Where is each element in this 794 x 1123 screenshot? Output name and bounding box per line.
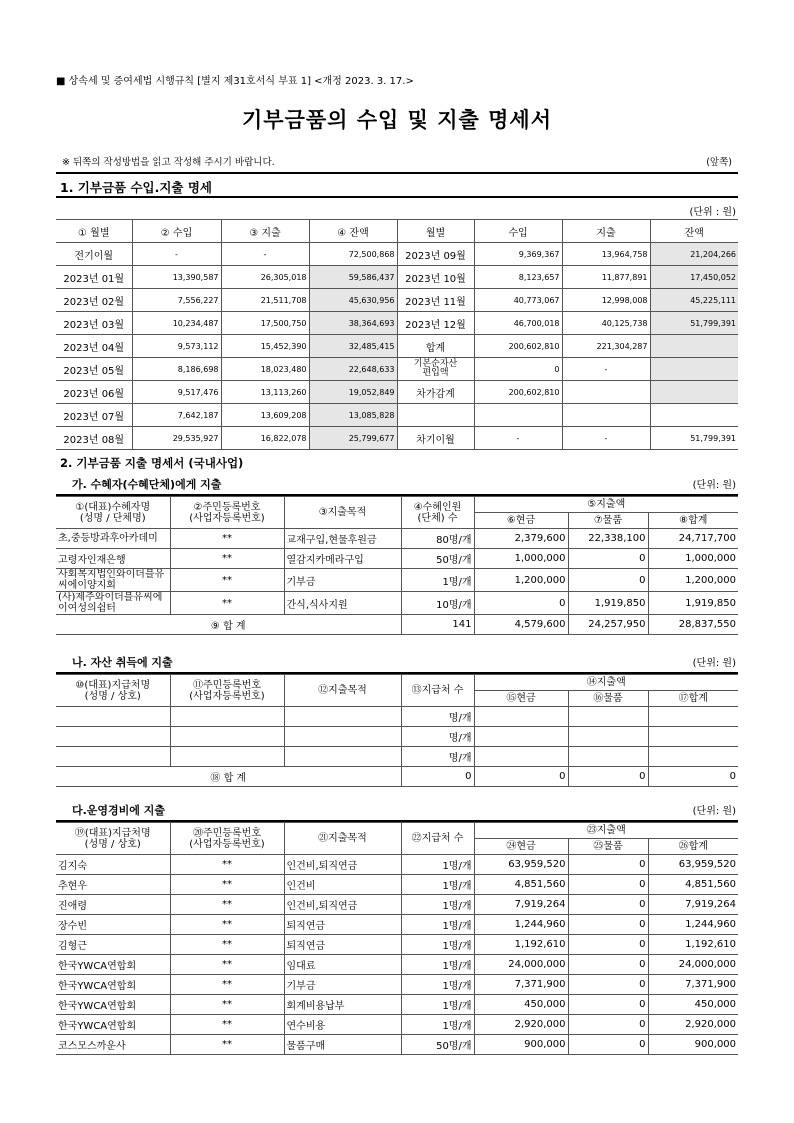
id-cell: ** xyxy=(170,1035,284,1055)
count-cell: 명/개 xyxy=(401,707,474,727)
purpose-cell: 퇴직연금 xyxy=(284,915,401,935)
table-row xyxy=(56,243,738,266)
amount-cell: 51,799,391 xyxy=(650,427,738,450)
amount-cell: 21,204,266 xyxy=(650,243,738,266)
purpose-cell: 인건비,퇴직연금 xyxy=(284,895,401,915)
asset-expense-table xyxy=(56,674,738,787)
count-cell: 명/개 xyxy=(401,727,474,747)
table-row xyxy=(56,895,738,915)
amount-cell: 38,364,693 xyxy=(309,312,397,335)
cash-cell: 24,000,000 xyxy=(474,955,568,975)
table-row xyxy=(56,747,738,767)
name-cell: 한국YWCA연합회 xyxy=(56,995,170,1015)
amount-cell xyxy=(568,747,648,767)
subsection-a-title: 가. 수혜자(수혜단체)에게 지출 xyxy=(72,478,222,491)
goods-cell: 0 xyxy=(568,955,648,975)
column-header: ⑥현금 xyxy=(474,513,568,529)
table-row xyxy=(56,427,738,450)
table-row xyxy=(56,875,738,895)
section1-unit: (단위 : 원) xyxy=(689,207,736,218)
amount-cell: 200,602,810 xyxy=(474,381,562,404)
id-cell: ** xyxy=(170,549,284,569)
table-row xyxy=(56,727,738,747)
total-row xyxy=(56,615,738,635)
cash-cell: 63,959,520 xyxy=(474,855,568,875)
goods-cell: 0 xyxy=(568,875,648,895)
id-cell: ** xyxy=(170,529,284,549)
column-header: ㉕물품 xyxy=(568,839,648,855)
cash-cell: 450,000 xyxy=(474,995,568,1015)
amount-cell: 17,450,052 xyxy=(650,266,738,289)
total-cell: 450,000 xyxy=(648,995,738,1015)
goods-cell: 1,919,850 xyxy=(568,592,648,615)
amount-cell xyxy=(568,707,648,727)
form-reference: ■ 상속세 및 증여세법 시행규칙 [별지 제31호서식 부표 1] <개정 2023. 3. 17.> xyxy=(56,76,414,87)
column-header: ⑪주민등록번호 (사업자등록번호) xyxy=(170,675,284,707)
amount-cell: 7,642,187 xyxy=(132,404,221,427)
table-row xyxy=(56,995,738,1015)
goods-cell: 0 xyxy=(568,569,648,592)
column-header: 수입 xyxy=(474,220,562,243)
id-cell: ** xyxy=(170,915,284,935)
total-cell: 24,000,000 xyxy=(648,955,738,975)
id-cell: ** xyxy=(170,592,284,615)
name-cell: 추현우 xyxy=(56,875,170,895)
cash-cell: 1,200,000 xyxy=(474,569,568,592)
total-cell: 1,192,610 xyxy=(648,935,738,955)
month-cell: 합계 xyxy=(397,335,474,358)
count-cell: 명/개 xyxy=(401,747,474,767)
amount-cell: 46,700,018 xyxy=(474,312,562,335)
amount-cell xyxy=(650,404,738,427)
amount-cell: 8,186,698 xyxy=(132,358,221,381)
amount-cell: - xyxy=(221,243,309,266)
total-cell: 1,000,000 xyxy=(648,549,738,569)
month-cell: 기본순자산 편입액 xyxy=(397,358,474,381)
cash-cell: 2,379,600 xyxy=(474,529,568,549)
id-cell xyxy=(170,747,284,767)
total-label: ⑨ 합 계 xyxy=(56,615,401,635)
table-row xyxy=(56,855,738,875)
total-cell: 63,959,520 xyxy=(648,855,738,875)
column-header: ⑤지출액 xyxy=(474,497,738,513)
id-cell: ** xyxy=(170,569,284,592)
goods-cell: 0 xyxy=(568,995,648,1015)
amount-cell xyxy=(562,404,650,427)
name-cell xyxy=(56,707,170,727)
purpose-cell: 인건비 xyxy=(284,875,401,895)
purpose-cell xyxy=(284,727,401,747)
purpose-cell xyxy=(284,747,401,767)
name-cell: (사)제주와이더블유씨에이여성의쉼터 xyxy=(56,592,170,615)
column-header: ①(대표)수혜자명 (성명 / 단체명) xyxy=(56,497,170,529)
subsection-c-title: 다.운영경비에 지출 xyxy=(72,804,166,817)
cash-cell: 0 xyxy=(474,592,568,615)
column-header: ㉓지출액 xyxy=(474,823,738,839)
total-sum: 0 xyxy=(648,767,738,787)
amount-cell: 13,085,828 xyxy=(309,404,397,427)
total-count: 141 xyxy=(401,615,474,635)
month-cell: 2023년 10월 xyxy=(397,266,474,289)
amount-cell xyxy=(474,404,562,427)
month-cell: 2023년 07월 xyxy=(56,404,132,427)
name-cell: 한국YWCA연합회 xyxy=(56,975,170,995)
table-row xyxy=(56,358,738,381)
column-header: ④수혜인원 (단체) 수 xyxy=(401,497,474,529)
name-cell: 한국YWCA연합회 xyxy=(56,955,170,975)
subsection-a-unit: (단위: 원) xyxy=(692,480,736,491)
table-row xyxy=(56,404,738,427)
purpose-cell: 기부금 xyxy=(284,975,401,995)
id-cell: ** xyxy=(170,895,284,915)
column-header: ㉖합계 xyxy=(648,839,738,855)
column-header: ㉔현금 xyxy=(474,839,568,855)
income-expense-table xyxy=(56,219,738,450)
amount-cell: 51,799,391 xyxy=(650,312,738,335)
column-header: ㉒지급처 수 xyxy=(401,823,474,855)
table-row xyxy=(56,289,738,312)
table-row xyxy=(56,381,738,404)
count-cell: 1명/개 xyxy=(401,1015,474,1035)
id-cell: ** xyxy=(170,935,284,955)
side-label: (앞쪽) xyxy=(706,157,732,168)
id-cell xyxy=(170,727,284,747)
goods-cell: 0 xyxy=(568,549,648,569)
id-cell: ** xyxy=(170,875,284,895)
amount-cell xyxy=(648,727,738,747)
count-cell: 1명/개 xyxy=(401,915,474,935)
goods-cell: 22,338,100 xyxy=(568,529,648,549)
month-cell: 2023년 11월 xyxy=(397,289,474,312)
column-header: ⑯물품 xyxy=(568,691,648,707)
column-header: ⑧합계 xyxy=(648,513,738,529)
purpose-cell: 기부금 xyxy=(284,569,401,592)
amount-cell xyxy=(474,707,568,727)
amount-cell: 45,630,956 xyxy=(309,289,397,312)
divider xyxy=(56,172,738,174)
amount-cell: 10,234,487 xyxy=(132,312,221,335)
divider xyxy=(56,196,738,198)
document-title: 기부금품의 수입 및 지출 명세서 xyxy=(242,108,552,132)
cash-cell: 7,371,900 xyxy=(474,975,568,995)
count-cell: 50명/개 xyxy=(401,549,474,569)
count-cell: 1명/개 xyxy=(401,569,474,592)
purpose-cell: 임대료 xyxy=(284,955,401,975)
count-cell: 1명/개 xyxy=(401,895,474,915)
amount-cell xyxy=(648,747,738,767)
purpose-cell: 연수비용 xyxy=(284,1015,401,1035)
amount-cell: 32,485,415 xyxy=(309,335,397,358)
id-cell: ** xyxy=(170,975,284,995)
column-header: ② 수입 xyxy=(132,220,221,243)
table-row xyxy=(56,312,738,335)
recipient-expense-table xyxy=(56,496,738,635)
name-cell: 김형근 xyxy=(56,935,170,955)
table-row xyxy=(56,592,738,615)
month-cell: 2023년 12월 xyxy=(397,312,474,335)
name-cell: 진애령 xyxy=(56,895,170,915)
total-cell: 1,200,000 xyxy=(648,569,738,592)
amount-cell xyxy=(650,358,738,381)
count-cell: 1명/개 xyxy=(401,935,474,955)
section1-title: 1. 기부금품 수입.지출 명세 xyxy=(60,180,213,195)
month-cell: 2023년 08월 xyxy=(56,427,132,450)
name-cell: 김지숙 xyxy=(56,855,170,875)
id-cell: ** xyxy=(170,855,284,875)
column-header: ⑮현금 xyxy=(474,691,568,707)
table-row xyxy=(56,569,738,592)
amount-cell: - xyxy=(562,358,650,381)
id-cell: ** xyxy=(170,955,284,975)
column-header: ③ 지출 xyxy=(221,220,309,243)
column-header: 지출 xyxy=(562,220,650,243)
table-row xyxy=(56,335,738,358)
total-cash: 4,579,600 xyxy=(474,615,568,635)
month-cell: 2023년 04월 xyxy=(56,335,132,358)
total-cash: 0 xyxy=(474,767,568,787)
column-header: ③지출목적 xyxy=(284,497,401,529)
amount-cell: 72,500,868 xyxy=(309,243,397,266)
month-cell: 2023년 02월 xyxy=(56,289,132,312)
month-cell xyxy=(397,404,474,427)
column-header: ④ 잔액 xyxy=(309,220,397,243)
subsection-c-unit: (단위: 원) xyxy=(692,806,736,817)
column-header: 잔액 xyxy=(650,220,738,243)
amount-cell: 13,390,587 xyxy=(132,266,221,289)
column-header: ① 월별 xyxy=(56,220,132,243)
count-cell: 80명/개 xyxy=(401,529,474,549)
amount-cell xyxy=(568,727,648,747)
column-header: ⑫지출목적 xyxy=(284,675,401,707)
amount-cell: 0 xyxy=(474,358,562,381)
amount-cell: 9,517,476 xyxy=(132,381,221,404)
name-cell: 사회복지법인와이더블유씨에이양지회 xyxy=(56,569,170,592)
goods-cell: 0 xyxy=(568,1035,648,1055)
goods-cell: 0 xyxy=(568,915,648,935)
total-goods: 24,257,950 xyxy=(568,615,648,635)
amount-cell: 200,602,810 xyxy=(474,335,562,358)
purpose-cell: 퇴직연금 xyxy=(284,935,401,955)
count-cell: 50명/개 xyxy=(401,1035,474,1055)
total-cell: 7,919,264 xyxy=(648,895,738,915)
amount-cell: 13,609,208 xyxy=(221,404,309,427)
month-cell: 차기이월 xyxy=(397,427,474,450)
amount-cell: 17,500,750 xyxy=(221,312,309,335)
purpose-cell: 열감지카메라구입 xyxy=(284,549,401,569)
amount-cell xyxy=(648,707,738,727)
count-cell: 1명/개 xyxy=(401,955,474,975)
amount-cell: 40,773,067 xyxy=(474,289,562,312)
amount-cell: 13,113,260 xyxy=(221,381,309,404)
cash-cell: 2,920,000 xyxy=(474,1015,568,1035)
amount-cell: 9,573,112 xyxy=(132,335,221,358)
name-cell: 고령자인재은행 xyxy=(56,549,170,569)
count-cell: 1명/개 xyxy=(401,995,474,1015)
amount-cell xyxy=(650,381,738,404)
amount-cell: 13,964,758 xyxy=(562,243,650,266)
section2-title: 2. 기부금품 지출 명세서 (국내사업) xyxy=(60,456,244,470)
table-row xyxy=(56,975,738,995)
column-header: ⑬지급처 수 xyxy=(401,675,474,707)
id-cell xyxy=(170,707,284,727)
table-row xyxy=(56,707,738,727)
name-cell: 한국YWCA연합회 xyxy=(56,1015,170,1035)
amount-cell: 40,125,738 xyxy=(562,312,650,335)
purpose-cell xyxy=(284,707,401,727)
amount-cell: 19,052,849 xyxy=(309,381,397,404)
amount-cell xyxy=(474,727,568,747)
month-cell: 2023년 09월 xyxy=(397,243,474,266)
total-cell: 1,919,850 xyxy=(648,592,738,615)
notice-text: ※ 뒤쪽의 작성방법을 읽고 작성해 주시기 바랍니다. xyxy=(62,157,275,168)
column-header: 월별 xyxy=(397,220,474,243)
table-row xyxy=(56,935,738,955)
amount-cell: - xyxy=(474,427,562,450)
purpose-cell: 교재구입,현물후원금 xyxy=(284,529,401,549)
amount-cell: 21,511,708 xyxy=(221,289,309,312)
table-row xyxy=(56,1035,738,1055)
column-header: ⑦물품 xyxy=(568,513,648,529)
total-cell: 7,371,900 xyxy=(648,975,738,995)
amount-cell: 11,877,891 xyxy=(562,266,650,289)
goods-cell: 0 xyxy=(568,975,648,995)
name-cell: 장수빈 xyxy=(56,915,170,935)
total-cell: 2,920,000 xyxy=(648,1015,738,1035)
amount-cell: 221,304,287 xyxy=(562,335,650,358)
month-cell: 2023년 05월 xyxy=(56,358,132,381)
count-cell: 1명/개 xyxy=(401,875,474,895)
cash-cell: 900,000 xyxy=(474,1035,568,1055)
goods-cell: 0 xyxy=(568,895,648,915)
count-cell: 1명/개 xyxy=(401,855,474,875)
amount-cell: 26,305,018 xyxy=(221,266,309,289)
cash-cell: 1,000,000 xyxy=(474,549,568,569)
month-cell: 2023년 01월 xyxy=(56,266,132,289)
table-row xyxy=(56,529,738,549)
column-header: ⑲(대표)지급처명 (성명 / 상호) xyxy=(56,823,170,855)
total-label: ⑱ 합 계 xyxy=(56,767,401,787)
amount-cell: 9,369,367 xyxy=(474,243,562,266)
month-cell: 전기이월 xyxy=(56,243,132,266)
amount-cell xyxy=(650,335,738,358)
table-header-row xyxy=(56,220,738,243)
amount-cell: 45,225,111 xyxy=(650,289,738,312)
total-cell: 1,244,960 xyxy=(648,915,738,935)
name-cell: 코스모스까운사 xyxy=(56,1035,170,1055)
amount-cell: 7,556,227 xyxy=(132,289,221,312)
cash-cell: 4,851,560 xyxy=(474,875,568,895)
table-row xyxy=(56,955,738,975)
column-header: ②주민등록번호 (사업자등록번호) xyxy=(170,497,284,529)
table-header-row xyxy=(56,675,738,691)
amount-cell: 16,822,078 xyxy=(221,427,309,450)
table-header-row xyxy=(56,497,738,513)
total-sum: 28,837,550 xyxy=(648,615,738,635)
table-row xyxy=(56,266,738,289)
amount-cell: 12,998,008 xyxy=(562,289,650,312)
cash-cell: 1,192,610 xyxy=(474,935,568,955)
amount-cell: 29,535,927 xyxy=(132,427,221,450)
name-cell: 초,중등방과후아카데미 xyxy=(56,529,170,549)
amount-cell xyxy=(562,381,650,404)
total-goods: 0 xyxy=(568,767,648,787)
column-header: ㉑지출목적 xyxy=(284,823,401,855)
amount-cell xyxy=(474,747,568,767)
subsection-b-title: 나. 자산 취득에 지출 xyxy=(72,656,173,669)
column-header: ⑰합계 xyxy=(648,691,738,707)
name-cell xyxy=(56,747,170,767)
month-cell: 2023년 03월 xyxy=(56,312,132,335)
total-row xyxy=(56,767,738,787)
count-cell: 1명/개 xyxy=(401,975,474,995)
purpose-cell: 물품구매 xyxy=(284,1035,401,1055)
column-header: ⑩(대표)지급처명 (성명 / 상호) xyxy=(56,675,170,707)
amount-cell: 25,799,677 xyxy=(309,427,397,450)
count-cell: 10명/개 xyxy=(401,592,474,615)
total-cell: 900,000 xyxy=(648,1035,738,1055)
purpose-cell: 인건비,퇴직연금 xyxy=(284,855,401,875)
amount-cell: - xyxy=(132,243,221,266)
table-row xyxy=(56,1015,738,1035)
amount-cell: 18,023,480 xyxy=(221,358,309,381)
amount-cell: 8,123,657 xyxy=(474,266,562,289)
column-header: ⑭지출액 xyxy=(474,675,738,691)
id-cell: ** xyxy=(170,995,284,1015)
purpose-cell: 간식,식사지원 xyxy=(284,592,401,615)
name-cell xyxy=(56,727,170,747)
table-row xyxy=(56,549,738,569)
table-row xyxy=(56,915,738,935)
total-count: 0 xyxy=(401,767,474,787)
month-cell: 2023년 06월 xyxy=(56,381,132,404)
cash-cell: 7,919,264 xyxy=(474,895,568,915)
amount-cell: 59,586,437 xyxy=(309,266,397,289)
table-header-row xyxy=(56,823,738,839)
goods-cell: 0 xyxy=(568,1015,648,1035)
amount-cell: - xyxy=(562,427,650,450)
month-cell: 차가감계 xyxy=(397,381,474,404)
cash-cell: 1,244,960 xyxy=(474,915,568,935)
total-cell: 24,717,700 xyxy=(648,529,738,549)
amount-cell: 22,648,633 xyxy=(309,358,397,381)
goods-cell: 0 xyxy=(568,935,648,955)
column-header: ⑳주민등록번호 (사업자등록번호) xyxy=(170,823,284,855)
id-cell: ** xyxy=(170,1015,284,1035)
subsection-b-unit: (단위: 원) xyxy=(692,658,736,669)
operating-expense-table xyxy=(56,822,738,1055)
goods-cell: 0 xyxy=(568,855,648,875)
purpose-cell: 회계비용납부 xyxy=(284,995,401,1015)
amount-cell: 15,452,390 xyxy=(221,335,309,358)
total-cell: 4,851,560 xyxy=(648,875,738,895)
